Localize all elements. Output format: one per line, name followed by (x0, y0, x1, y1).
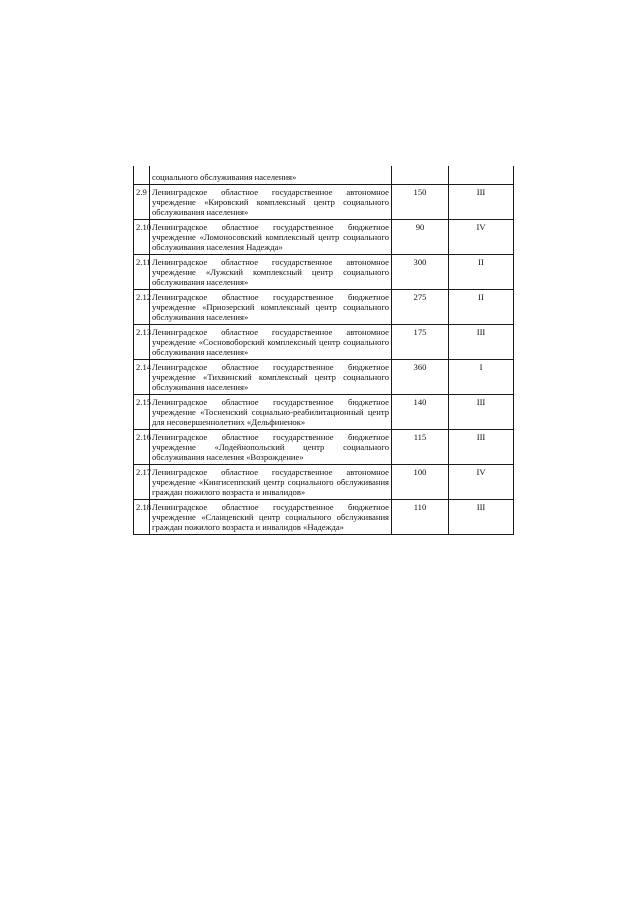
row-number-cell: 2.16 (134, 430, 150, 465)
table-body (134, 166, 514, 535)
table-row (134, 395, 514, 430)
institution-name-cell: социального обслуживания населения» (150, 166, 392, 185)
row-number-cell: 2.9 (134, 185, 150, 220)
category-cell: II (449, 290, 514, 325)
table-row (134, 465, 514, 500)
institution-name-cell: Ленинградское областное государственное бюджетное учреждение «Тихвинский комплексный центр социального обслуживания населения» (150, 360, 392, 395)
capacity-cell: 115 (392, 430, 449, 465)
row-number-cell: 2.15 (134, 395, 150, 430)
capacity-cell: 175 (392, 325, 449, 360)
institution-name-cell: Ленинградское областное государственное автономное учреждение «Кингисеппский центр социального обслуживания граждан пожилого возраста и инвалидов» (150, 465, 392, 500)
table-row (134, 430, 514, 465)
institutions-table (133, 166, 514, 535)
category-cell (449, 166, 514, 185)
row-number-cell: 2.12 (134, 290, 150, 325)
row-number-cell: 2.14 (134, 360, 150, 395)
capacity-cell: 100 (392, 465, 449, 500)
capacity-cell: 150 (392, 185, 449, 220)
table-row (134, 360, 514, 395)
institution-name-cell: Ленинградское областное государственное бюджетное учреждение «Приозерский комплексный центр социального обслуживания населения» (150, 290, 392, 325)
category-cell: III (449, 430, 514, 465)
institution-name-cell: Ленинградское областное государственное бюджетное учреждение «Тосненский социально-реабилитационный центр для несовершеннолетних «Дельфиненок» (150, 395, 392, 430)
capacity-cell: 360 (392, 360, 449, 395)
institution-name-cell: Ленинградское областное государственное автономное учреждение «Лужский комплексный центр социального обслуживания населения» (150, 255, 392, 290)
institution-name-cell: Ленинградское областное государственное бюджетное учреждение «Лодейнопольский центр социального обслуживания населения «Возрождение» (150, 430, 392, 465)
table-row (134, 185, 514, 220)
category-cell: III (449, 395, 514, 430)
capacity-cell: 300 (392, 255, 449, 290)
institution-name-cell: Ленинградское областное государственное автономное учреждение «Сосновоборский комплексный центр социального обслуживания населения» (150, 325, 392, 360)
table-row (134, 290, 514, 325)
capacity-cell: 90 (392, 220, 449, 255)
row-number-cell: 2.18 (134, 500, 150, 535)
category-cell: IV (449, 220, 514, 255)
row-number-cell: 2.17 (134, 465, 150, 500)
table-row-continued (134, 166, 514, 185)
category-cell: III (449, 185, 514, 220)
capacity-cell: 275 (392, 290, 449, 325)
table-row (134, 325, 514, 360)
category-cell: III (449, 500, 514, 535)
institution-name-cell: Ленинградское областное государственное бюджетное учреждение «Ломоносовский комплексный центр социального обслуживания населения Надежда» (150, 220, 392, 255)
institution-name-cell: Ленинградское областное государственное автономное учреждение «Кировский комплексный центр социального обслуживания населения» (150, 185, 392, 220)
row-number-cell: 2.11 (134, 255, 150, 290)
category-cell: II (449, 255, 514, 290)
capacity-cell: 110 (392, 500, 449, 535)
table-row (134, 500, 514, 535)
row-number-cell: 2.13 (134, 325, 150, 360)
table-row (134, 220, 514, 255)
category-cell: I (449, 360, 514, 395)
category-cell: IV (449, 465, 514, 500)
category-cell: III (449, 325, 514, 360)
row-number-cell: 2.10 (134, 220, 150, 255)
table-row (134, 255, 514, 290)
capacity-cell: 140 (392, 395, 449, 430)
capacity-cell (392, 166, 449, 185)
row-number-cell (134, 166, 150, 185)
institution-name-cell: Ленинградское областное государственное бюджетное учреждение «Сланцевский центр социального обслуживания граждан пожилого возраста и инвалидов «Надежда» (150, 500, 392, 535)
